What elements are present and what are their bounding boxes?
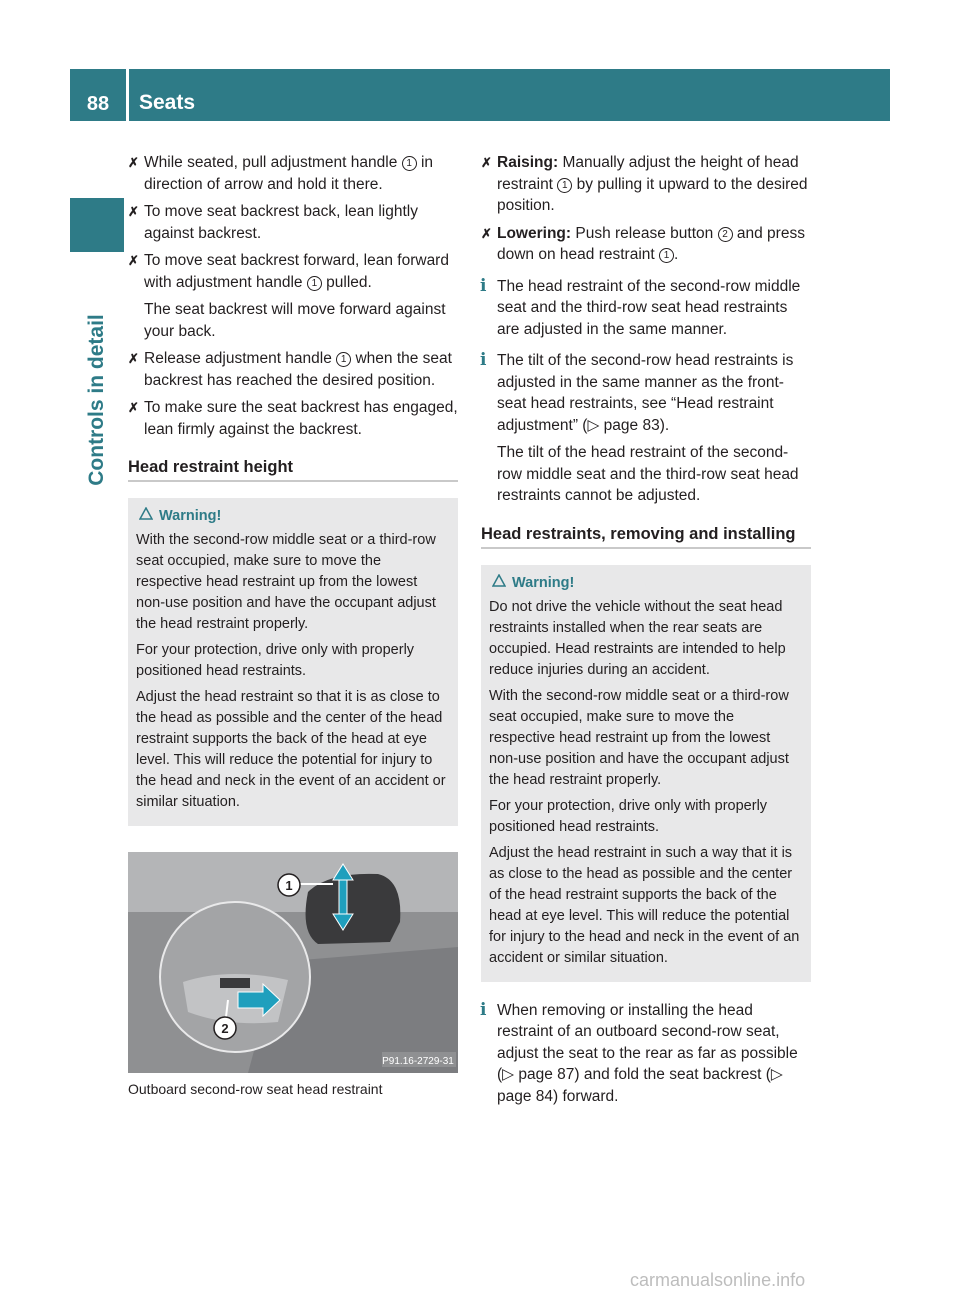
section-title: Seats <box>139 91 196 114</box>
warning-title: Warning! <box>136 506 450 527</box>
step-note: The seat backrest will move forward against your back. <box>144 301 446 340</box>
warning-paragraph: Adjust the head restraint in such a way that it is as close to the head as possible and the center of the head restraint supports the back of the head at eye level. This will reduce the potential for injury to the head and neck in the event of an accident or similar situation. <box>489 844 800 966</box>
warning-box <box>128 498 458 826</box>
step-arrow-icon: ✗ <box>128 204 139 219</box>
section-heading: Head restraint height <box>128 456 458 482</box>
left-column <box>128 152 458 1099</box>
step-arrow-icon: ✗ <box>481 155 492 170</box>
marker-1: 1 <box>557 178 572 193</box>
side-tab <box>70 198 124 252</box>
info-note: i The tilt of the second-row head restraints is adjusted in the same manner as the front-seat head restraints, see “Head restraint adjustment” (▷ page 83). <box>480 350 794 434</box>
photo-marker-2: 2 <box>221 1021 229 1036</box>
warning-box <box>481 565 811 982</box>
warning-title: Warning! <box>489 573 803 594</box>
warning-paragraph: For your protection, drive only with properly positioned head restraints. <box>489 797 768 835</box>
instruction-step: ✗ To make sure the seat backrest has engaged, lean firmly against the backrest. <box>128 399 458 438</box>
page-number: 88 <box>86 93 110 115</box>
warning-paragraph: For your protection, drive only with properly positioned head restraints. <box>136 642 415 679</box>
instruction-step-raising: ✗ Raising: Manually adjust the height of head restraint 1 by pulling it upward to the desired position. <box>481 154 808 214</box>
marker-1: 1 <box>307 276 322 291</box>
head-restraint-photo <box>128 852 458 1073</box>
info-note: i The head restraint of the second-row middle seat and the third-row seat head restraints are adjusted in the same manner. <box>480 275 801 338</box>
info-note: i When removing or installing the head restraint of an outboard second-row seat, adjust the seat to the rear as far as possible (▷ page 87) and fold the seat backrest (▷ page 84) forward. <box>480 999 798 1105</box>
section-heading: Head restraints, removing and installing <box>481 523 811 549</box>
info-icon: i <box>480 275 487 296</box>
warning-triangle-icon <box>139 506 153 527</box>
info-icon: i <box>480 350 487 370</box>
figure-code: P91.16-2729-31 <box>382 1056 454 1067</box>
marker-1: 1 <box>336 352 351 367</box>
warning-triangle-icon <box>492 573 506 594</box>
warning-paragraph: With the second-row middle seat or a third-row seat occupied, make sure to move the respective head restraint up from the lowest non-use position and have the occupant adjust the head restraint properly. <box>489 687 789 788</box>
step-arrow-icon: ✗ <box>128 400 139 415</box>
marker-2: 2 <box>718 227 733 242</box>
step-arrow-icon: ✗ <box>128 351 139 366</box>
instruction-step: ✗ While seated, pull adjustment handle 1 in direction of arrow and hold it there. <box>128 154 434 193</box>
instruction-step: ✗ To move seat backrest back, lean lightly against backrest. <box>128 203 418 242</box>
marker-1: 1 <box>659 248 674 263</box>
right-column <box>481 152 811 1113</box>
figure-caption: Outboard second-row seat head restraint <box>128 1081 383 1097</box>
instruction-step-lowering: ✗ Lowering: Push release button 2 and press down on head restraint 1 . <box>481 224 805 263</box>
warning-paragraph: Do not drive the vehicle without the seat head restraints installed when the rear seats are occupied. Head restraints are intended to help reduce injuries during an accident. <box>489 598 786 678</box>
step-arrow-icon: ✗ <box>128 253 139 268</box>
warning-paragraph: Adjust the head restraint so that it is as close to the head as possible and the center of the head restraint supports the back of the head at eye level. This will reduce the potential for injury to the head and neck in the event of an accident or similar situation. <box>136 689 446 810</box>
instruction-step: ✗ To move seat backrest forward, lean forward with adjustment handle 1 pulled. <box>128 252 449 291</box>
step-arrow-icon: ✗ <box>481 225 492 241</box>
photo-marker-1: 1 <box>285 878 293 893</box>
header-divider <box>126 69 129 121</box>
side-chapter-label: Controls in detail <box>85 314 108 486</box>
info-icon: i <box>480 999 487 1020</box>
info-note-continuation: The tilt of the head restraint of the second-row middle seat and the third-row seat head restraints cannot be adjusted. <box>497 444 799 504</box>
warning-paragraph: With the second-row middle seat or a third-row seat occupied, make sure to move the respective head restraint up from the lowest non-use position and have the occupant adjust the head restraint properly. <box>136 532 436 632</box>
instruction-step: ✗ Release adjustment handle 1 when the seat backrest has reached the desired position. <box>128 350 452 389</box>
marker-1: 1 <box>402 156 417 171</box>
footer-watermark: carmanualsonline.info <box>630 1270 806 1290</box>
step-arrow-icon: ✗ <box>128 155 139 170</box>
